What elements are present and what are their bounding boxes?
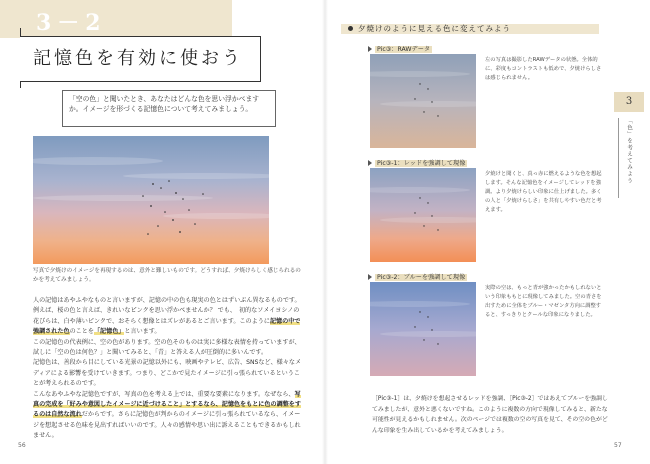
section-number: 3－2 xyxy=(36,10,107,36)
triangle-icon xyxy=(368,160,372,166)
chapter-tab-number: 3 xyxy=(614,92,644,112)
body-paragraph: 記憶色は、善段から目にしている光景の記憶以外にも、映画やテレビ、広告、SNSなど、様々なメディアによる影響を受けていきます。つまり、どこかで見たイメージに引っ張られているということが考えられるのです。 xyxy=(33,359,302,388)
page-number-left: 56 xyxy=(18,442,26,449)
book-gutter xyxy=(322,0,328,464)
intro-box xyxy=(62,90,276,127)
pic-description: 夕焼けと聞くと、真っ赤に燃えるような色を想起します。そんな記憶色をイメージしてレッドを強調。より夕焼けらしい印象に仕上げました。多くの人と「夕焼けらしさ」を共有しやすい色だと考えます。 xyxy=(485,171,602,213)
pic-label: Pic③：RAWデータ xyxy=(368,44,432,53)
page-number-right: 57 xyxy=(614,442,622,449)
main-sky-photo xyxy=(33,136,269,264)
triangle-icon xyxy=(368,46,372,52)
chapter-tab-text: 「色」を考えてみよう xyxy=(626,118,632,184)
right-body-text: ［Pic③-1］は、夕焼けを想起させるレッドを強調、［Pic③-2］ではあえてブルーを強調してみましたが、意外と悪くないですね。このように複数の方向で現像してみると、新たな可能性が見えるかもしれません。次のページでは複数の空の写真を見て、その空の色がどんな印象を生み出しているかを考えてみましょう。 xyxy=(372,396,608,434)
pic-label: Pic③-1：レッドを強調して現像 xyxy=(368,158,467,167)
right-heading: 夕焼けのように見える色に変えてみよう xyxy=(358,24,511,33)
body-paragraph: こんなあやふやな記憶色ですが、写真の色を考える上では、重要な要素になります。なぜなら、写真の完成を「好みや意図したイメージに近づけること」とするなら、記憶色をもとに色の調整をするのは自然な流れだからです。さらに記憶色が判からのイメージに引っ張られているなら、イメージを想起させる色味を見出すればいいのです。人々の感情や思い出に訴えることもできるかもしれません。 xyxy=(33,390,301,440)
section-title: 記憶色を有効に使おう xyxy=(33,48,243,69)
section-header-band xyxy=(0,0,232,38)
triangle-icon xyxy=(368,274,372,280)
pic-red-photo xyxy=(370,168,476,262)
chapter-tab xyxy=(618,118,641,198)
body-paragraph: この記憶色の代表例に、空の色があります。空の色そのものは実に多様な表情を持っていますが、試しに「空の色は何色？」と聞いてみると、「青」と答える人が圧倒的に多いんです。 xyxy=(33,338,301,357)
photo-caption: 写真で夕焼けのイメージを再現するのは、意外と難しいものです。どうすれば、夕焼けらしく感じられるのかを考えてみましょう。 xyxy=(33,268,301,283)
pic-label: Pic③-2：ブルーを強調して現像 xyxy=(368,272,467,281)
intro-text: 「空の色」と聞いたとき、あなたはどんな色を思い浮かべますか。イメージを形づくる記憶色について考えてみましょう。 xyxy=(69,95,260,113)
pic-raw-photo xyxy=(370,54,476,148)
body-paragraph: 人の記憶はあやふやなものと言いますが、記憶の中の色も現実の色とはずいぶん異なるものです。例えば、桜の色と言えば、きれいなピンクを思い浮かべませんか？ でも、 初的なソメイヨシノの花びらは、白や薄いピンクで、おそらく想像とはズレがあるとご言います。このように記憶の中で強調された色のことを「記憶色」と言います。 xyxy=(33,297,301,336)
pic-blue-photo xyxy=(370,282,476,376)
pic-description: 左の写真は撮影したRAWデータの状態。全体的に、彩度もコントラストも低めで、夕焼けらしさは感じられません。 xyxy=(485,57,602,81)
left-body-text xyxy=(33,296,303,442)
bullet-icon xyxy=(348,26,353,31)
pic-description: 実際の空は、もっと青が強かったかもしれないという印象ももとに現像してみました。空の青さを出すために全体をブルー・マゼンタ方向に調整すると、すっきりとクールな印象になりました。 xyxy=(485,285,602,318)
